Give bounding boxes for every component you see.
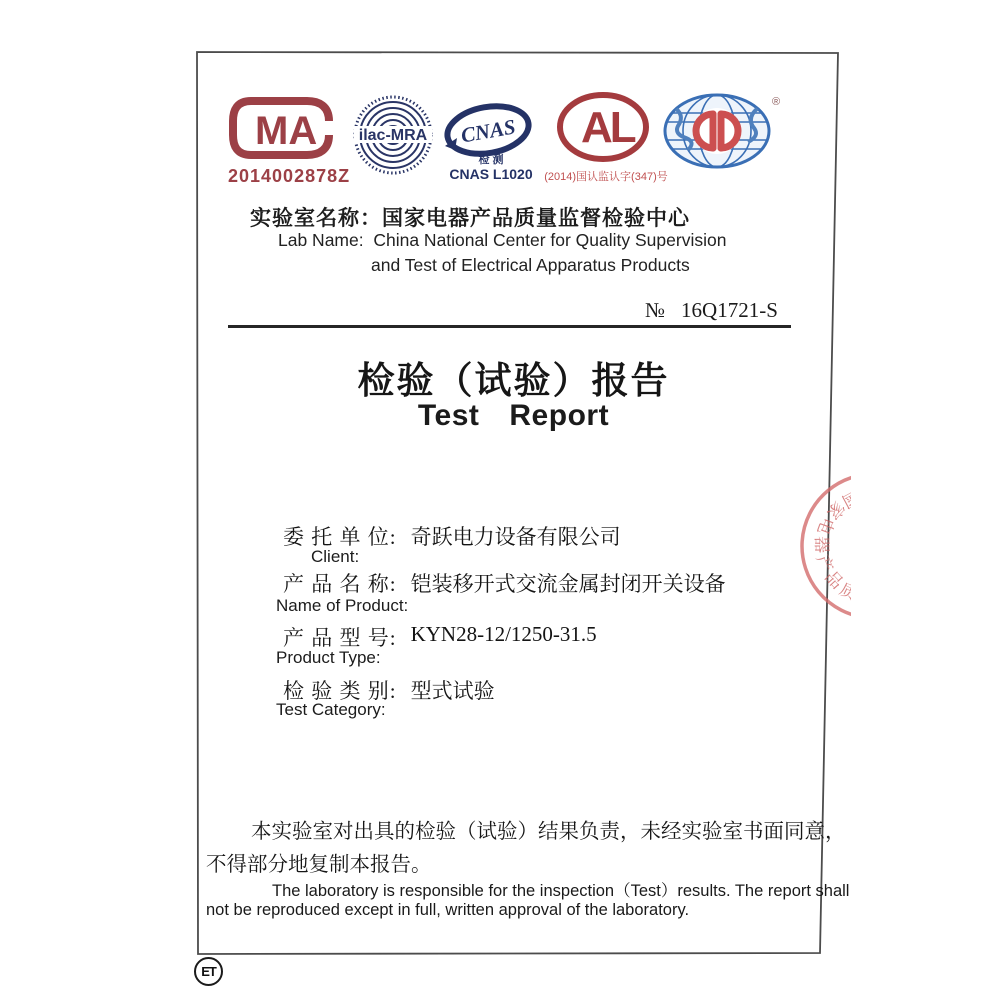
report-no-label: № (645, 298, 666, 322)
disclaimer-cn-line1: 本实验室对出具的检验（试验）结果负责，未经实验室书面同意， (251, 821, 846, 843)
field-label: 委 托 单 位: (283, 525, 397, 549)
svg-text:国家电器产品质量监督检验中心 (796, 467, 937, 625)
field-label: 检 验 类 别: (283, 679, 397, 703)
stamp-ring-text: 国家电器产品质量监督检验中心 (811, 486, 937, 609)
field-value: 型式试验 (410, 679, 495, 703)
title-cn: 检验（试验）报告 (357, 360, 670, 401)
cnas-sub-en: CNAS L1020 (449, 166, 533, 182)
cnas-logo (441, 100, 541, 191)
lab-name-en-line1 (278, 230, 726, 251)
field-label: 产 品 名 称: (283, 572, 397, 596)
al-letters: AL (581, 103, 634, 152)
disclaimer-cn-line2: 不得部分地复制本报告。 (206, 854, 432, 876)
cma-letters: MA (255, 109, 318, 153)
field-value: KYN28-12/1250-31.5 (410, 622, 597, 646)
field-product-name-cn (283, 568, 726, 598)
ilac-label: ilac-MRA (358, 127, 428, 144)
field-value: 奇跃电力设备有限公司 (410, 525, 621, 549)
al-caption: (2014)国认监认字(347)号 (544, 171, 668, 183)
disclaimer-en-line1: The laboratory is responsible for the inspection（Test）results. The report shall (272, 882, 850, 900)
field-test-category-en: Test Category: (276, 700, 386, 719)
globe-logo (662, 92, 780, 177)
registered-mark: ® (772, 96, 780, 108)
cma-logo-shape (228, 96, 336, 160)
al-logo (544, 91, 669, 184)
field-label: 产 品 型 号: (283, 626, 397, 650)
title-en-word2: Report (509, 399, 610, 432)
cma-serial: 2014002878Z (228, 166, 351, 186)
disclaimer-en-line2: not be reproduced except in full, written approval of the laboratory. (206, 901, 690, 919)
title-en (197, 399, 830, 433)
lab-name-en-line2: and Test of Electrical Apparatus Products (371, 255, 690, 275)
field-product-type-en: Product Type: (276, 648, 381, 667)
cma-logo (228, 96, 351, 187)
title-en-word1: Test (417, 399, 480, 432)
et-mark: ET (194, 957, 223, 986)
report-no-value: 16Q1721-S (681, 298, 778, 322)
red-seal-stamp (796, 462, 937, 628)
field-product-name-en: Name of Product: (276, 596, 409, 615)
lab-name-cn (250, 202, 690, 232)
cnas-letters: CNAS (459, 114, 518, 148)
header-rule (228, 325, 791, 328)
lab-label-cn: 实验室名称： (250, 207, 382, 230)
lab-value-cn: 国家电器产品质量监督检验中心 (382, 207, 690, 230)
report-number (645, 298, 778, 323)
cnas-sub-cn: 检 测 (478, 154, 504, 166)
field-value: 铠装移开式交流金属封闭开关设备 (410, 572, 726, 596)
lab-label-en: Lab Name: (278, 230, 364, 250)
lab-value-en1: China National Center for Quality Supervision (373, 230, 727, 250)
field-client-en: Client: (311, 547, 360, 566)
ilac-mra-logo (352, 94, 434, 181)
